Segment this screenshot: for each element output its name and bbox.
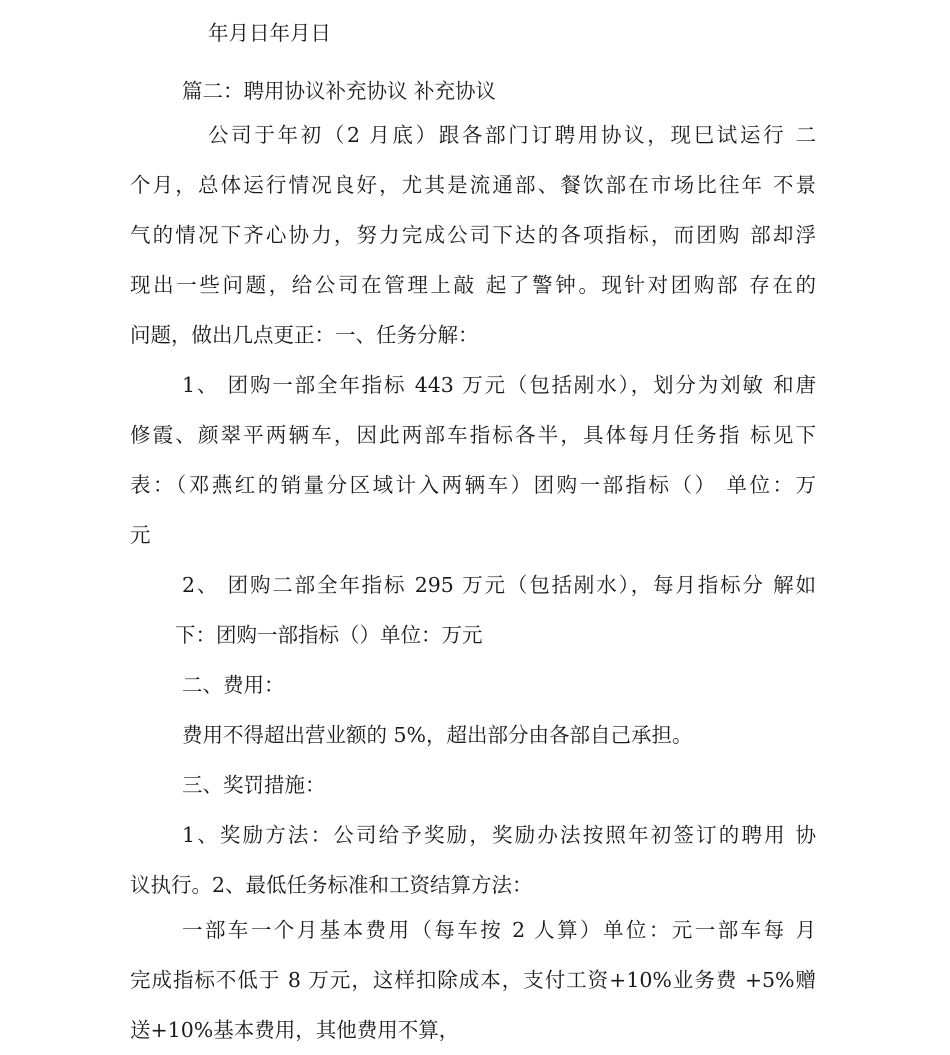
text-line: 费用不得超出营业额的 5%，超出部分由各部自己承担。 xyxy=(182,723,693,747)
date-line xyxy=(208,8,894,58)
text-line: 气的情况下齐心协力，努力完成公司下达的各项指标，而团购 部却浮 xyxy=(130,223,816,247)
expense-heading xyxy=(182,660,868,710)
reward-heading xyxy=(182,760,868,810)
text-line: 三、奖罚措施： xyxy=(182,773,326,797)
text-line: 完成指标不低于 8 万元，这样扣除成本，支付工资+10%业务费 +5%赠 xyxy=(130,968,816,992)
section-title xyxy=(182,66,868,116)
text-line: 下：团购一部指标（）单位：万元 xyxy=(175,623,483,647)
text-line: 表：（邓燕红的销量分区域计入两辆车）团购一部指标（） 单位：万 xyxy=(130,473,816,497)
text-line: 现出一些问题，给公司在管理上敲 起了警钟。现针对团购部 存在的 xyxy=(130,273,816,297)
cost-paragraph xyxy=(130,905,816,1055)
text-line: 问题，做出几点更正：一、任务分解： xyxy=(130,323,479,347)
text-line: 修霞、颜翠平两辆车，因此两部车指标各半，具体每月任务指 标见下 xyxy=(130,423,816,447)
intro-paragraph xyxy=(130,110,816,360)
text-line: 篇二：聘用协议补充协议 补充协议 xyxy=(182,79,497,103)
reward-paragraph xyxy=(130,810,816,910)
text-line: 1、奖励方法：公司给予奖励，奖励办法按照年初签订的聘用 协 xyxy=(182,823,816,847)
text-line: 一部车一个月基本费用（每车按 2 人算）单位：元一部车每 月 xyxy=(182,918,816,942)
text-line: 1、 团购一部全年指标 443 万元（包括剐水），划分为刘敏 和唐 xyxy=(182,373,816,397)
text-line: 元 xyxy=(130,523,151,547)
text-line: 公司于年初（2 月底）跟各部门订聘用协议，现巳试运行 二 xyxy=(208,123,816,147)
text-line: 二、费用： xyxy=(182,673,285,697)
text-line: 送+10%基本费用，其他费用不算， xyxy=(130,1018,460,1042)
text-line: 2、 团购二部全年指标 295 万元（包括剐水），每月指标分 解如 xyxy=(182,573,816,597)
task-two-paragraph xyxy=(130,560,816,660)
text-line: 个月，总体运行情况良好，尤其是流通部、餐饮部在市场比往年 不景 xyxy=(130,173,816,197)
text-line: 年月日年月日 xyxy=(208,21,331,45)
expense-text xyxy=(182,710,868,760)
text-line: 议执行。2、最低任务标准和工资结算方法： xyxy=(130,873,533,897)
task-one-paragraph xyxy=(130,360,816,560)
